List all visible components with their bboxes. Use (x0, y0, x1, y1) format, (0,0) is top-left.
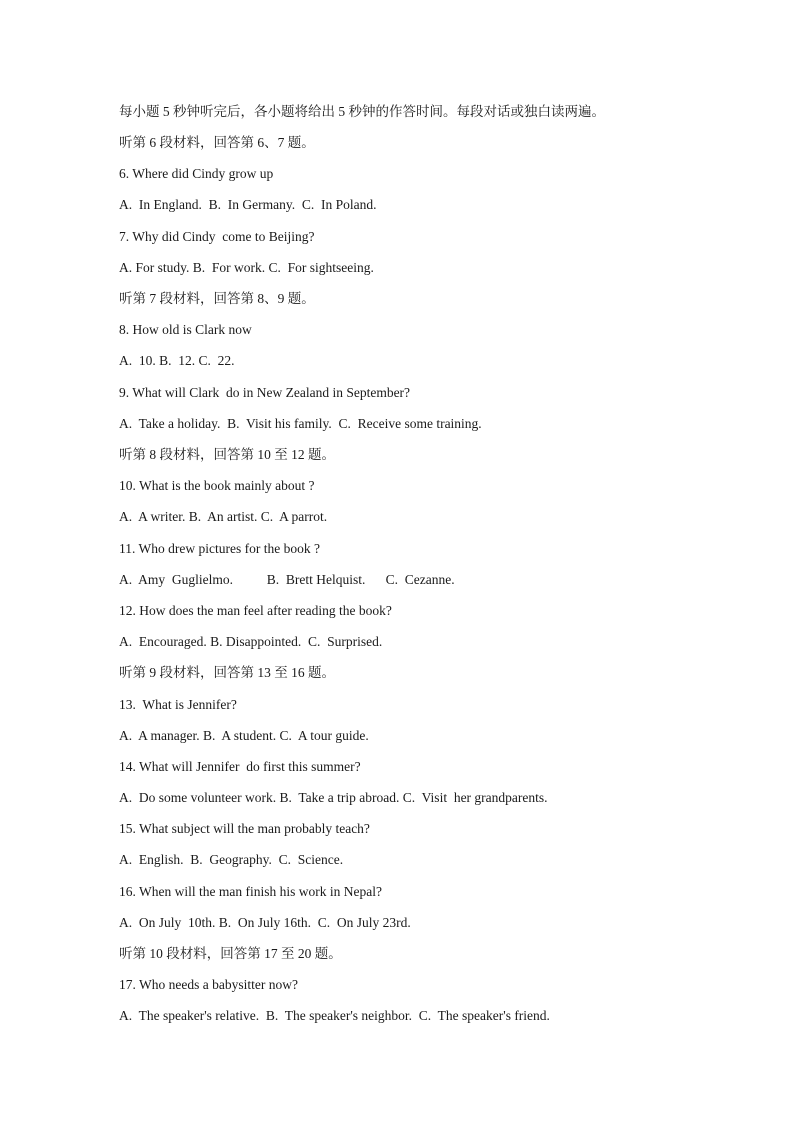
question-6: 6. Where did Cindy grow up (119, 166, 274, 181)
question-12: 12. How does the man feel after reading the book? (119, 603, 392, 618)
instruction-line: 每小题 5 秒钟听完后，各小题将给出 5 秒钟的作答时间。每段对话或独白读两遍。 (119, 104, 605, 119)
options-7: A. For study. B. For work. C. For sightseeing. (119, 260, 374, 275)
options-12: A. Encouraged. B. Disappointed. C. Surprised. (119, 634, 383, 649)
question-8: 8. How old is Clark now (119, 322, 252, 337)
question-7: 7. Why did Cindy come to Beijing? (119, 229, 315, 244)
options-8: A. 10. B. 12. C. 22. (119, 353, 235, 368)
question-11: 11. Who drew pictures for the book ? (119, 541, 320, 556)
question-15: 15. What subject will the man probably teach? (119, 821, 370, 836)
question-16: 16. When will the man finish his work in Nepal? (119, 884, 382, 899)
question-9: 9. What will Clark do in New Zealand in September? (119, 385, 411, 400)
options-6: A. In England. B. In Germany. C. In Poland. (119, 197, 377, 212)
section-heading-8: 听第 8 段材料，回答第 10 至 12 题。 (119, 447, 335, 462)
options-17: A. The speaker's relative. B. The speaker's neighbor. C. The speaker's friend. (119, 1008, 550, 1023)
section-heading-6: 听第 6 段材料，回答第 6、7 题。 (119, 135, 315, 150)
question-13: 13. What is Jennifer? (119, 697, 237, 712)
options-11: A. Amy Guglielmo. B. Brett Helquist. C. Cezanne. (119, 572, 455, 587)
question-10: 10. What is the book mainly about ? (119, 478, 315, 493)
section-heading-10: 听第 10 段材料，回答第 17 至 20 题。 (119, 946, 342, 961)
options-9: A. Take a holiday. B. Visit his family. C. Receive some training. (119, 416, 482, 431)
section-heading-9: 听第 9 段材料，回答第 13 至 16 题。 (119, 665, 335, 680)
question-17: 17. Who needs a babysitter now? (119, 977, 298, 992)
options-16: A. On July 10th. B. On July 16th. C. On July 23rd. (119, 915, 411, 930)
options-13: A. A manager. B. A student. C. A tour guide. (119, 728, 369, 743)
options-10: A. A writer. B. An artist. C. A parrot. (119, 509, 328, 524)
options-14: A. Do some volunteer work. B. Take a trip abroad. C. Visit her grandparents. (119, 790, 548, 805)
options-15: A. English. B. Geography. C. Science. (119, 852, 344, 867)
section-heading-7: 听第 7 段材料，回答第 8、9 题。 (119, 291, 315, 306)
question-14: 14. What will Jennifer do first this summer? (119, 759, 361, 774)
